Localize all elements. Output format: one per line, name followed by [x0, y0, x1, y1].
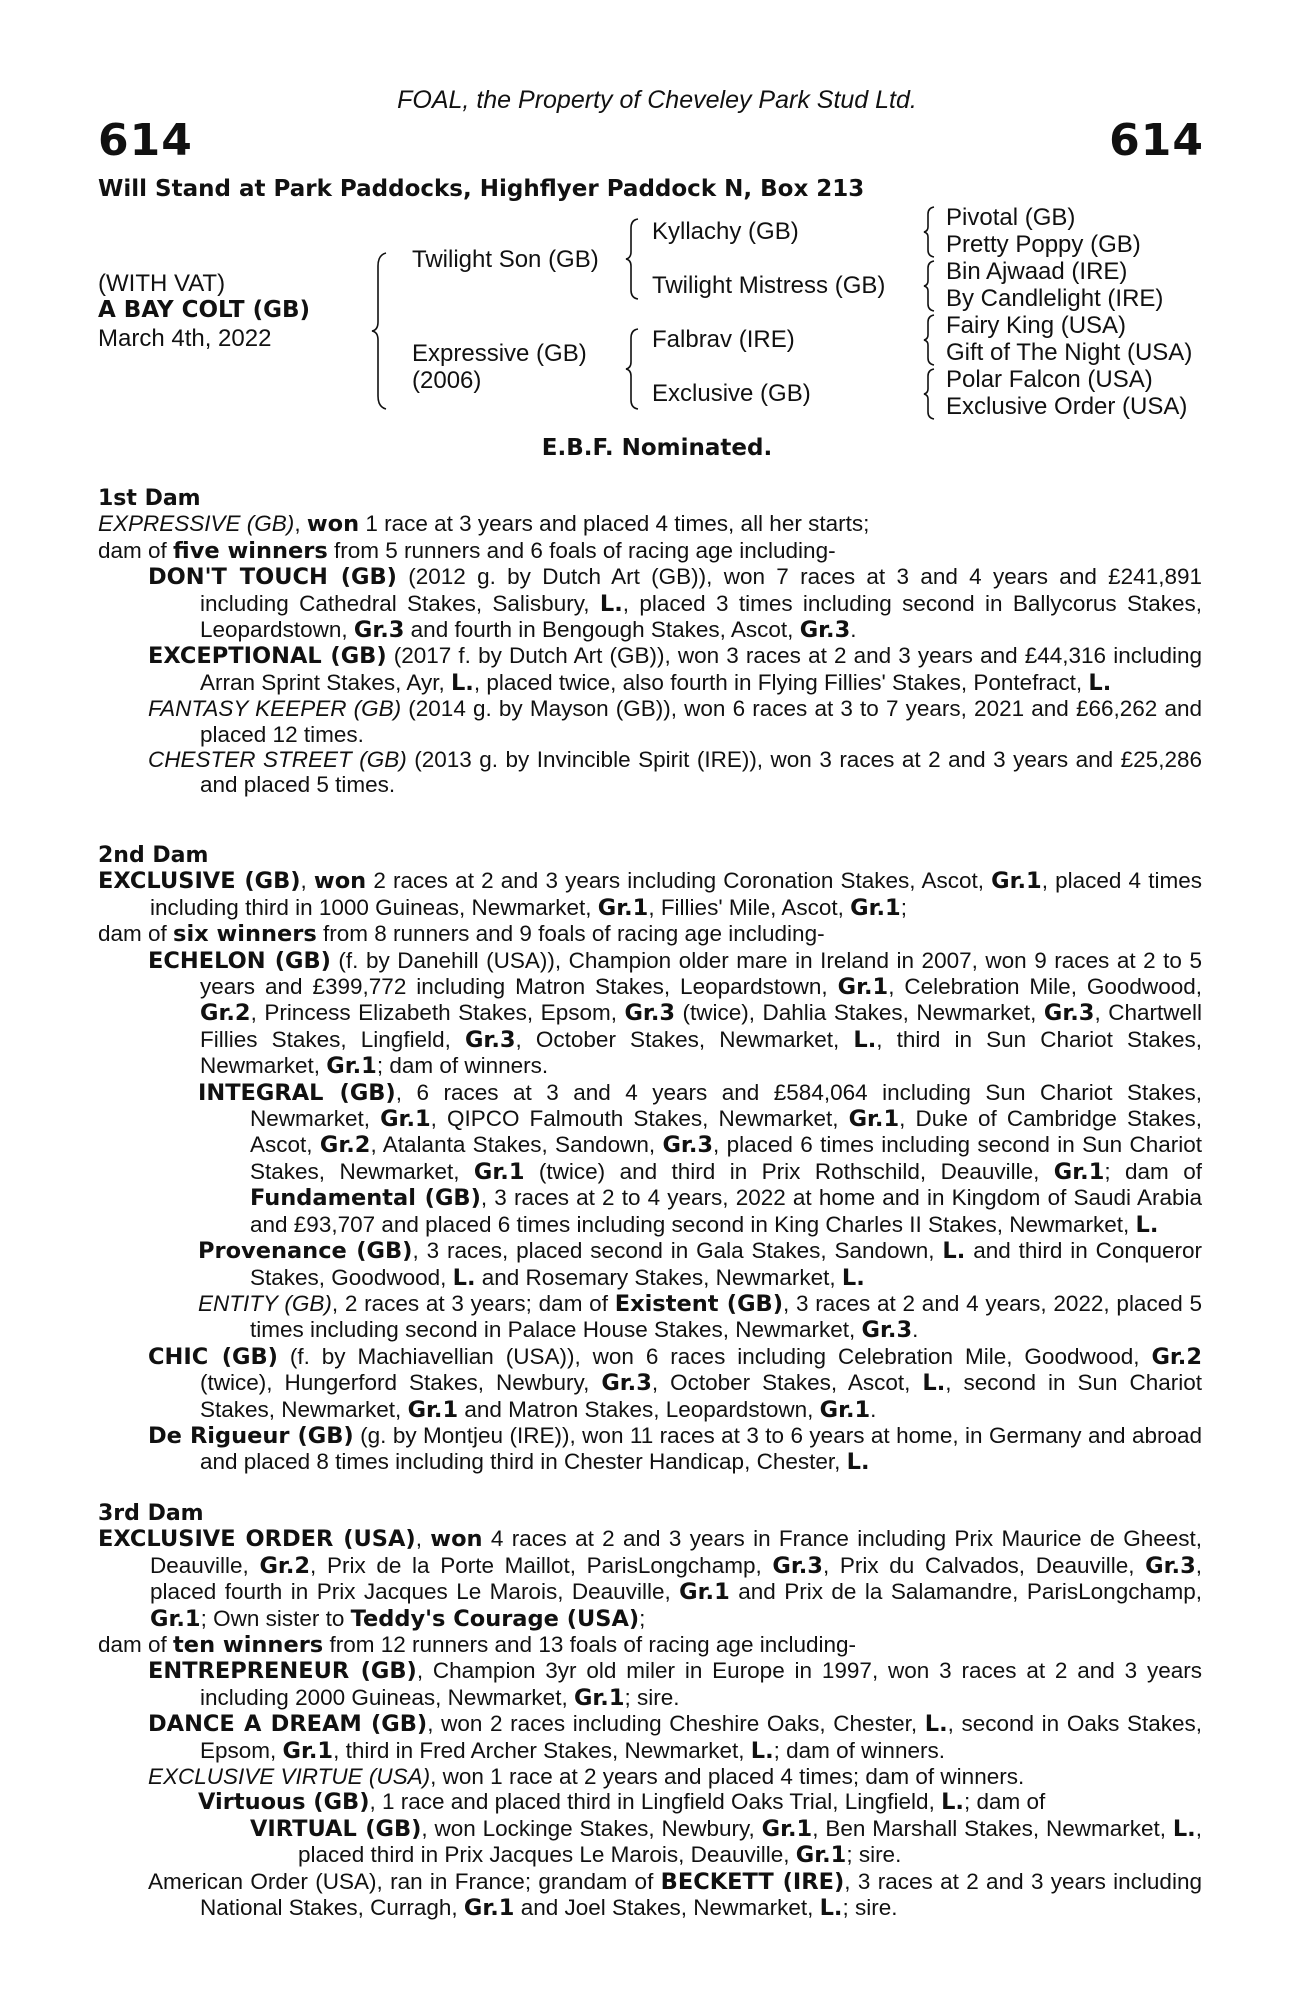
text: , 3 races, placed second in Gala Stakes, Sandown,	[412, 1238, 943, 1264]
dam3-progeny-entrepreneur	[98, 1658, 1202, 1711]
pedigree-dam-dam: Exclusive (GB)	[652, 380, 811, 407]
grade: Gr.1	[597, 894, 649, 921]
dam1-summary: 1 race at 3 years and placed 4 times, all her starts;	[359, 511, 870, 537]
progeny-text: (2013 g. by Invincible Spirit (IRE)), won 3 races at 2 and 3 years and £25,286 and placed 5 times.	[200, 747, 1202, 798]
dam3-summary: EXCLUSIVE ORDER (USA), won 4 races at 2 and 3 years in France including Prix Maurice de Gheest, Deauville, Gr.2, Prix de la Porte Maillot, ParisLongchamp, Gr.3, Prix du Calvados, Deauville, Gr.3, placed fourth in Prix Jacques Le Marois, Deauville, Gr.1 and Prix de la Salamandre, ParisLongchamp, Gr.1; Own sister to Teddy's Courage (USA);	[98, 1526, 1202, 1632]
text: , 1 race and placed third in Lingfield Oaks Trial, Lingfield,	[369, 1789, 942, 1815]
grade: Gr.1	[837, 974, 889, 1001]
pedigree-dam: Expressive (GB)	[412, 340, 587, 367]
text: ; dam of winners.	[773, 1737, 945, 1763]
dam2-won: won	[313, 868, 367, 895]
bracket-main	[370, 252, 392, 410]
dam3-damof: dam of	[98, 1632, 174, 1658]
grade: Gr.3	[861, 1317, 913, 1344]
text: ; dam of winners.	[376, 1053, 549, 1079]
grade: Gr.1	[463, 1895, 515, 1922]
dam2-progeny-derigueur	[98, 1423, 1202, 1476]
grade: L.	[1172, 1815, 1196, 1842]
grade: Gr.2	[200, 1000, 251, 1027]
text: , Atalanta Stakes, Sandown,	[370, 1132, 663, 1158]
grade: Gr.2	[259, 1552, 311, 1579]
progeny-name: Fundamental (GB)	[250, 1185, 481, 1212]
progeny-name: EXCLUSIVE VIRTUE (USA)	[148, 1764, 431, 1790]
text: and Matron Stakes, Leopardstown,	[458, 1396, 820, 1422]
text: .	[870, 1396, 877, 1422]
text: , third in Sun Chariot Stakes, Newmarket,	[200, 1026, 1202, 1079]
dam2-summary: EXCLUSIVE (GB), won 2 races at 2 and 3 years including Coronation Stakes, Ascot, Gr.1, placed 4 times including third in 1000 Guineas, Newmarket, Gr.1, Fillies' Mile, Ascot, Gr.1;	[98, 868, 1202, 921]
dam1-progeny-4	[98, 747, 1202, 798]
text: (twice), Dahlia Stakes, Newmarket,	[675, 1000, 1044, 1026]
grade: L.	[846, 1449, 870, 1476]
text: and Joel Stakes, Newmarket,	[514, 1895, 820, 1921]
dam1-section: 1st Dam EXPRESSIVE (GB), won 1 race at 3 years and placed 4 times, all her starts; dam of five winners from 5 runners and 6 foals of racing age including- DON'T TOUCH (GB) (2012 g. by Dutch Art (GB)), won 7 races at 3 and 4 years and £241,891 including Cathedral Stakes, Salisbury, L., placed 3 times including second in Ballycorus Stakes, Leopardstown, Gr.3 and fourth in Bengough Stakes, Ascot, Gr.3. EXCEPTIONAL (GB) (2017 f. by Dutch Art (GB)), won 3 races at 2 and 3 years and £44,316 including Arran Sprint Stakes, Ayr, L., placed twice, also fourth in Flying Fillies' Stakes, Pontefract, L. FANTASY KEEPER (GB) (2014 g. by Mayson (GB)), won 6 races at 3 to 7 years, 2021 and £66,262 and placed 12 times. CHESTER STREET (GB) (2013 g. by Invincible Spirit (IRE)), won 3 races at 2 and 3 years and £25,286 and placed 5 times.	[98, 486, 1203, 798]
text: , 3 races at 2 and 3 years including National Stakes, Curragh,	[200, 1868, 1202, 1921]
grade: Gr.1	[850, 894, 901, 921]
grade: Gr.1	[848, 1106, 900, 1133]
dam2-progeny-entity	[98, 1291, 1202, 1344]
dam3-progeny-virtue	[98, 1764, 1202, 1789]
dam2-section	[98, 842, 1202, 1476]
progeny-name: EXCEPTIONAL (GB)	[148, 643, 387, 670]
grade: L.	[450, 669, 474, 696]
dam2-winners: six winners	[173, 921, 317, 948]
progeny-name: BECKETT (IRE)	[660, 1868, 845, 1895]
grade: Gr.1	[761, 1815, 813, 1842]
pedigree-g6: Gift of The Night (USA)	[946, 339, 1193, 366]
text: , Ben Marshall Stakes, Newmarket,	[812, 1815, 1173, 1841]
dam2-progeny-echelon	[98, 948, 1202, 1080]
dam3-progeny-dance	[98, 1711, 1202, 1764]
pedigree-sire-sire: Kyllachy (GB)	[652, 218, 799, 245]
grade: L.	[750, 1737, 774, 1764]
bracket-dam	[624, 328, 644, 410]
grade: Gr.3	[601, 1370, 652, 1397]
grade: Gr.2	[319, 1132, 371, 1159]
grade: Gr.1	[795, 1842, 847, 1869]
progeny-text: .	[850, 617, 857, 643]
grade: L.	[819, 1895, 843, 1922]
bracket-sire	[624, 218, 644, 300]
progeny-name: FANTASY KEEPER (GB)	[148, 696, 402, 722]
progeny-text: , placed twice, also fourth in Flying Fillies' Stakes, Pontefract,	[473, 669, 1089, 695]
grade: Gr.3	[624, 1000, 676, 1027]
dam3-damof-rest: from 12 runners and 13 foals of racing age including-	[323, 1632, 857, 1658]
dam1-winners: five winners	[173, 537, 328, 564]
grade: Gr.1	[326, 1053, 377, 1080]
grade: Gr.3	[772, 1552, 823, 1579]
text: , Prix de la Porte Maillot, ParisLongchamp,	[310, 1552, 773, 1578]
grade: L.	[942, 1238, 966, 1265]
ebf-nomination: E.B.F. Nominated.	[541, 435, 773, 461]
text: and Rosemary Stakes, Newmarket,	[475, 1264, 842, 1290]
grade: Gr.1	[150, 1605, 201, 1632]
grade: Gr.1	[819, 1396, 871, 1423]
dam1-progeny-3	[98, 696, 1202, 747]
text: , won 1 race at 2 years and placed 4 times; dam of winners.	[430, 1764, 1025, 1790]
dam2-damof: dam of	[98, 921, 174, 947]
text: , placed 4 times including third in 1000 Guineas, Newmarket,	[150, 868, 1202, 920]
text: 2 races at 2 and 3 years including Coronation Stakes, Ascot,	[366, 868, 992, 894]
grade: Gr.1	[679, 1579, 730, 1606]
grade: Gr.3	[799, 617, 851, 644]
text: , Prix du Calvados, Deauville,	[822, 1552, 1146, 1578]
text: , 2 races at 3 years; dam of	[331, 1290, 615, 1316]
grade: Gr.1	[473, 1158, 525, 1185]
pedigree-dam-year: (2006)	[412, 367, 482, 394]
progeny-text: (2014 g. by Mayson (GB)), won 6 races at 3 to 7 years, 2021 and £66,262 and placed 12 times.	[200, 696, 1202, 747]
text: and Prix de la Salamandre, ParisLongchamp,	[729, 1579, 1202, 1605]
pedigree-g1: Pivotal (GB)	[946, 204, 1076, 231]
bracket-g34	[922, 260, 940, 312]
standing-location: Will Stand at Park Paddocks, Highflyer Paddock N, Box 213	[98, 176, 865, 202]
text: .	[912, 1317, 919, 1343]
dam3-section	[98, 1500, 1202, 1922]
progeny-name: INTEGRAL (GB)	[198, 1079, 396, 1106]
grade: Gr.1	[573, 1684, 625, 1711]
progeny-name: De Rigueur (GB)	[148, 1422, 354, 1449]
pedigree-g4: By Candlelight (IRE)	[946, 285, 1164, 312]
progeny-name: DANCE A DREAM (GB)	[148, 1711, 428, 1738]
progeny-name: ENTITY (GB)	[198, 1290, 332, 1316]
text: , Champion 3yr old miler in Europe in 1997, won 3 races at 2 and 3 years including 2000 Guineas, Newmarket,	[200, 1658, 1202, 1710]
dam1-damof-rest: from 5 runners and 6 foals of racing age including-	[327, 537, 836, 563]
grade: L.	[853, 1026, 877, 1053]
text: , QIPCO Falmouth Stakes, Newmarket,	[430, 1106, 849, 1132]
dam1-heading: 1st Dam	[98, 486, 201, 511]
grade: L.	[1135, 1211, 1159, 1238]
pedigree-g3: Bin Ajwaad (IRE)	[946, 258, 1128, 285]
dam3-winners: ten winners	[173, 1632, 324, 1659]
text: , second in Oaks Stakes, Epsom,	[200, 1711, 1203, 1763]
dam2-progeny-integral	[98, 1080, 1202, 1238]
grade: Gr.1	[407, 1396, 459, 1423]
text: (g. by Montjeu (IRE)), won 11 races at 3 to 6 years at home, in Germany and abroad and placed 8 times including third in Chester Handicap, Chester,	[200, 1422, 1202, 1475]
grade: Gr.3	[662, 1132, 714, 1159]
grade: L.	[941, 1789, 964, 1816]
text: , 3 races at 2 to 4 years, 2022 at home and in Kingdom of Saudi Arabia and £93,707 and placed 6 times including second in King Charles II Stakes, Newmarket,	[250, 1185, 1202, 1237]
dam2-damof-rest: from 8 runners and 9 foals of racing age including-	[316, 921, 825, 947]
text: , Chartwell Fillies Stakes, Lingfield,	[200, 1000, 1202, 1052]
text: ; Own sister to	[200, 1605, 351, 1631]
progeny-name: Existent (GB)	[614, 1290, 783, 1317]
dam2-progeny-provenance	[98, 1238, 1202, 1291]
dam2-name: EXCLUSIVE (GB)	[98, 868, 301, 895]
pedigree-sire-dam: Twilight Mistress (GB)	[652, 272, 886, 299]
vendor-line: FOAL, the Property of Cheveley Park Stud Ltd.	[397, 86, 917, 114]
pedigree-g7: Polar Falcon (USA)	[946, 366, 1153, 393]
dam3-progeny-american	[98, 1869, 1202, 1922]
grade: Gr.1	[991, 868, 1042, 895]
text: ; sire.	[842, 1895, 898, 1921]
horse-name: A BAY COLT (GB)	[98, 297, 311, 323]
text: , placed third in Prix Jacques Le Marois, Deauville,	[298, 1815, 1202, 1868]
text: , Princess Elizabeth Stakes, Epsom,	[250, 1000, 625, 1026]
pedigree-dam-sire: Falbrav (IRE)	[652, 326, 795, 353]
text: , won Lockinge Stakes, Newbury,	[421, 1815, 762, 1841]
grade: Gr.1	[1053, 1158, 1105, 1185]
text: ;	[900, 894, 907, 920]
pedigree-g2: Pretty Poppy (GB)	[946, 231, 1141, 258]
horse-dob: March 4th, 2022	[98, 325, 272, 352]
text: , October Stakes, Newmarket,	[515, 1026, 854, 1052]
grade: L.	[452, 1264, 476, 1291]
lot-number-left: 614	[98, 115, 193, 166]
text: , 6 races at 3 and 4 years and £584,064 including Sun Chariot Stakes, Newmarket,	[250, 1079, 1202, 1132]
grade: Gr.3	[464, 1026, 516, 1053]
grade: L.	[1088, 669, 1112, 696]
text: American Order (USA), ran in France; grandam of	[148, 1868, 661, 1894]
sibling-name: Teddy's Courage (USA)	[350, 1605, 640, 1632]
text: (twice), Hungerford Stakes, Newbury,	[200, 1370, 602, 1396]
text: (f. by Danehill (USA)), Champion older mare in Ireland in 2007, won 9 races at 2 to 5 years and £399,772 including Matron Stakes, Leopardstown,	[200, 947, 1203, 1000]
text: , third in Fred Archer Stakes, Newmarket,	[333, 1737, 751, 1763]
text: ; sire.	[846, 1842, 902, 1868]
progeny-name: CHESTER STREET (GB)	[148, 747, 407, 773]
text: , placed 6 times including second in Sun Chariot Stakes, Newmarket,	[250, 1132, 1202, 1184]
text: , October Stakes, Ascot,	[651, 1370, 923, 1396]
text: , won 2 races including Cheshire Oaks, Chester,	[427, 1711, 925, 1737]
text: 4 races at 2 and 3 years in France including Prix Maurice de Gheest, Deauville,	[150, 1526, 1202, 1578]
grade: L.	[599, 590, 623, 617]
dam2-progeny-chic	[98, 1344, 1202, 1423]
grade: Gr.3	[1145, 1552, 1196, 1579]
pedigree-g5: Fairy King (USA)	[946, 312, 1127, 339]
progeny-name: ECHELON (GB)	[148, 947, 331, 974]
pedigree-sire: Twilight Son (GB)	[412, 246, 599, 273]
text: ; dam of	[1104, 1158, 1202, 1184]
progeny-text: and fourth in Bengough Stakes, Ascot,	[404, 617, 800, 643]
text: and third in Conqueror Stakes, Goodwood,	[250, 1238, 1202, 1290]
text: (f. by Machiavellian (USA)), won 6 races including Celebration Mile, Goodwood,	[277, 1343, 1152, 1369]
progeny-text: (2017 f. by Dutch Art (GB)), won 3 races at 2 and 3 years and £44,316 including Arran Sprint Stakes, Ayr,	[200, 643, 1203, 695]
progeny-name: Provenance (GB)	[198, 1238, 413, 1265]
bracket-g78	[922, 368, 940, 420]
progeny-name: VIRTUAL (GB)	[250, 1815, 422, 1842]
lot-number-right: 614	[1109, 115, 1204, 166]
dam3-heading: 3rd Dam	[98, 1501, 204, 1526]
progeny-text: , placed 3 times including second in Ballycorus Stakes, Leopardstown,	[200, 590, 1202, 643]
dam3-won: won	[430, 1526, 483, 1553]
dam1-damof: dam of	[98, 537, 174, 563]
text: , Duke of Cambridge Stakes, Ascot,	[250, 1106, 1203, 1158]
text: , Celebration Mile, Goodwood,	[888, 974, 1202, 1000]
grade: L.	[841, 1264, 865, 1291]
grade: L.	[922, 1370, 946, 1397]
text: , second in Sun Chariot Stakes, Newmarket,	[200, 1370, 1202, 1422]
vat-label: (WITH VAT)	[98, 270, 226, 297]
dam1-name: EXPRESSIVE (GB)	[98, 511, 295, 537]
bracket-g12	[922, 206, 940, 258]
grade: Gr.1	[282, 1737, 334, 1764]
dam3-progeny-virtual	[98, 1816, 1202, 1869]
dam2-heading: 2nd Dam	[98, 843, 209, 868]
dam1-progeny-1	[98, 564, 1202, 643]
grade: Gr.1	[380, 1106, 431, 1133]
pedigree-g8: Exclusive Order (USA)	[946, 393, 1188, 420]
progeny-name: DON'T TOUCH (GB)	[148, 564, 397, 591]
grade: Gr.3	[353, 617, 405, 644]
text: , placed fourth in Prix Jacques Le Marois, Deauville,	[150, 1552, 1202, 1605]
progeny-name: CHIC (GB)	[148, 1343, 278, 1370]
progeny-name: ENTREPRENEUR (GB)	[148, 1658, 417, 1685]
text: (twice) and third in Prix Rothschild, Deauville,	[524, 1158, 1054, 1184]
grade: Gr.3	[1043, 1000, 1095, 1027]
grade: Gr.2	[1151, 1343, 1202, 1370]
text: , Fillies' Mile, Ascot,	[648, 894, 851, 920]
progeny-name: Virtuous (GB)	[198, 1789, 370, 1816]
dam1-won: won	[306, 511, 360, 538]
text: ; dam of	[963, 1789, 1046, 1815]
dam1-progeny-2	[98, 643, 1202, 696]
grade: L.	[924, 1711, 948, 1738]
bracket-g56	[922, 314, 940, 366]
dam3-progeny-virtuous	[98, 1789, 1202, 1815]
text: ; sire.	[624, 1684, 680, 1710]
progeny-text: (2012 g. by Dutch Art (GB)), won 7 races at 3 and 4 years and £241,891 including Cathedral Stakes, Salisbury,	[200, 564, 1203, 616]
dam3-name: EXCLUSIVE ORDER (USA)	[98, 1526, 416, 1553]
text: , 3 races at 2 and 4 years, 2022, placed 5 times including second in Palace House Stakes, Newmarket,	[250, 1290, 1202, 1343]
text: ;	[639, 1605, 646, 1631]
